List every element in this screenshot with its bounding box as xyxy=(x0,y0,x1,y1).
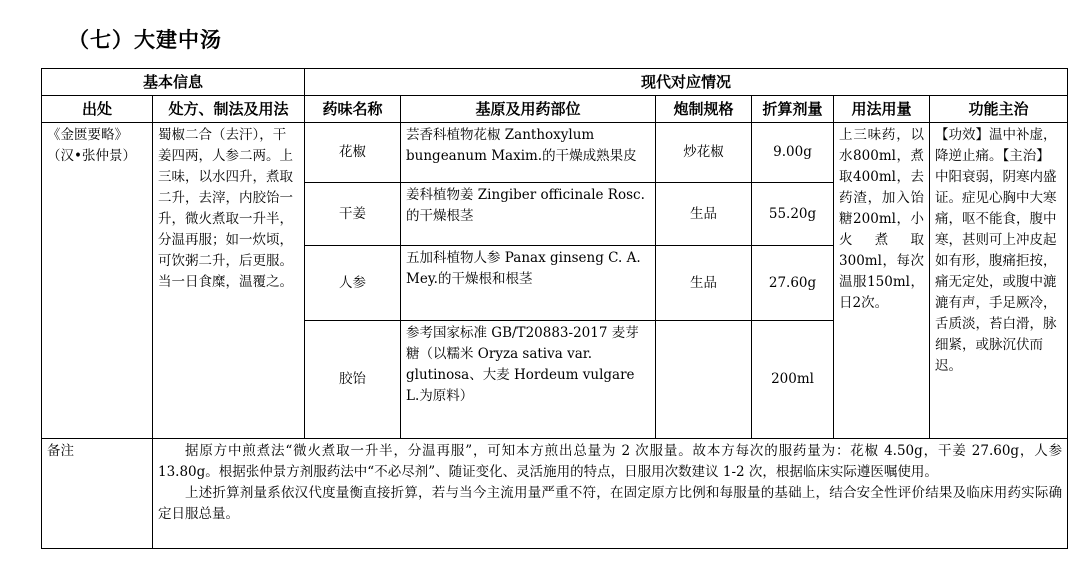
herb-name-cell: 花椒 xyxy=(305,123,401,183)
header-processing: 炮制规格 xyxy=(656,96,752,123)
note-paragraph-1: 据原方中煎煮法“微火煮取一升半，分温再服”，可知本方煎出总量为 2 次服量。故本方每次的服药量为：花椒 4.50g，干姜 27.60g，人参 13.80g。根据张仲景方剂服药法中“不必尽剂”、随证变化、灵活施用的特点，日服用次数建议 1-2 次，根据临床实际遵医嘱使用。 xyxy=(158,443,1063,480)
herb-dose-cell: 9.00g xyxy=(752,123,834,183)
note-cell xyxy=(153,439,1068,549)
header-modern: 现代对应情况 xyxy=(305,69,1068,96)
usage-cell xyxy=(834,123,930,439)
header-basic-info: 基本信息 xyxy=(42,69,305,96)
herb-origin-cell: 参考国家标准 GB/T20883-2017 麦芽糖（以糯米 Oryza sativa var. glutinosa、大麦 Hordeum vulgare L.为原料） xyxy=(401,321,656,439)
note-label-cell: 备注 xyxy=(42,439,153,549)
source-cell xyxy=(42,123,153,439)
prescription-text: 蜀椒二合（去汗），干姜四两，人参二两。上三味，以水四升，煮取二升，去滓，内胶饴一升，微火煮取一升半，分温再服；如一炊顷，可饮粥二升，后更服。当一日食糜，温覆之。 xyxy=(158,127,293,290)
herb-origin-cell: 五加科植物人参 Panax ginseng C. A. Mey.的干燥根和根茎 xyxy=(401,246,656,321)
herb-name-cell: 胶饴 xyxy=(305,321,401,439)
herb-origin-cell: 姜科植物姜 Zingiber officinale Rosc.的干燥根茎 xyxy=(401,183,656,246)
herb-dose-cell: 27.60g xyxy=(752,246,834,321)
herb-name-cell: 干姜 xyxy=(305,183,401,246)
herb-processing-cell: 炒花椒 xyxy=(656,123,752,183)
function-cell xyxy=(930,123,1068,439)
usage-text: 上三味药，以水800ml，煮取400ml，去药渣，加入饴糖200ml，小火煮取300ml，每次温服150ml，日2次。 xyxy=(839,127,925,311)
prescription-table xyxy=(41,68,1068,549)
note-paragraph-2: 上述折算剂量系依汉代度量衡直接折算，若与当今主流用量严重不符，在固定原方比例和每服量的基础上，结合安全性评价结果及临床用药实际确定日服总量。 xyxy=(158,485,1063,522)
header-origin: 基原及用药部位 xyxy=(401,96,656,123)
header-dose: 折算剂量 xyxy=(752,96,834,123)
function-text: 【功效】温中补虚，降逆止痛。【主治】中阳衰弱，阴寒内盛证。症见心胸中大寒痛，呕不能食，腹中寒，甚则可上冲皮起如有形，腹痛拒按，痛无定处，或腹中漉漉有声，手足厥冷，舌质淡，苔白滑，脉细紧，或脉沉伏而迟。 xyxy=(935,127,1057,374)
header-source: 出处 xyxy=(42,96,153,123)
herb-processing-cell: 生品 xyxy=(656,246,752,321)
header-function: 功能主治 xyxy=(930,96,1068,123)
herb-processing-cell xyxy=(656,321,752,439)
prescription-cell xyxy=(153,123,305,439)
header-herb-name: 药味名称 xyxy=(305,96,401,123)
herb-origin-cell: 芸香科植物花椒 Zanthoxylum bungeanum Maxim.的干燥成熟果皮 xyxy=(401,123,656,183)
herb-name-cell: 人参 xyxy=(305,246,401,321)
header-prescription: 处方、制法及用法 xyxy=(153,96,305,123)
herb-dose-cell: 55.20g xyxy=(752,183,834,246)
source-text: 《金匮要略》（汉•张仲景） xyxy=(47,127,136,164)
header-usage: 用法用量 xyxy=(834,96,930,123)
herb-processing-cell: 生品 xyxy=(656,183,752,246)
page-title: （七）大建中汤 xyxy=(68,28,222,52)
herb-dose-cell: 200ml xyxy=(752,321,834,439)
